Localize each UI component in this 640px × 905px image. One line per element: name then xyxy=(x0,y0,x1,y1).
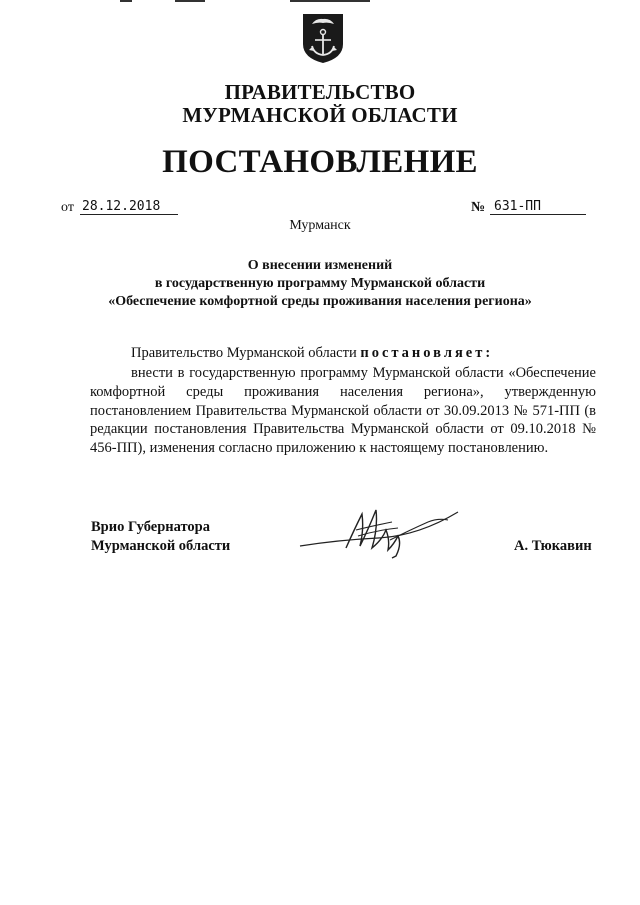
document-date: 28.12.2018 xyxy=(80,199,178,215)
document-number: 631-ПП xyxy=(490,199,586,215)
body-lead-verb: постановляет: xyxy=(360,345,494,361)
date-label: от xyxy=(61,200,74,215)
signatory-title-line2: Мурманской области xyxy=(91,538,231,554)
body-lead-prefix: Правительство Мурманской области xyxy=(131,345,361,361)
number-label: № xyxy=(471,200,486,215)
document-type: ПОСТАНОВЛЕНИЕ xyxy=(162,144,478,180)
subject-line3: «Обеспечение комфортной среды проживания населения региона» xyxy=(108,294,532,309)
org-name-line1: ПРАВИТЕЛЬСТВО xyxy=(224,80,416,104)
body-lead xyxy=(131,345,493,362)
org-name-line2: МУРМАНСКОЙ ОБЛАСТИ xyxy=(182,103,458,127)
city: Мурманск xyxy=(289,218,351,233)
subject-line1: О внесении изменений xyxy=(247,258,393,273)
body-paragraph: внести в государственную программу Мурманской области «Обеспечение комфортной среды проживания населения региона», утвержденную постановлением Правительства Мурманской области от 30.09.2013 № 571-ПП (в редакции постановления Правительства Мурманской области от 09.10.2018 № 456-ПП), изменения согласно приложению к настоящему постановлению. xyxy=(90,365,596,457)
signatory-name: А. Тюкавин xyxy=(514,538,592,554)
subject-line2: в государственную программу Мурманской области xyxy=(154,276,486,291)
coat-of-arms-icon xyxy=(300,10,346,64)
handwritten-signature xyxy=(298,500,468,560)
signatory-title-line1: Врио Губернатора xyxy=(91,519,210,535)
scan-artifact xyxy=(120,0,380,4)
